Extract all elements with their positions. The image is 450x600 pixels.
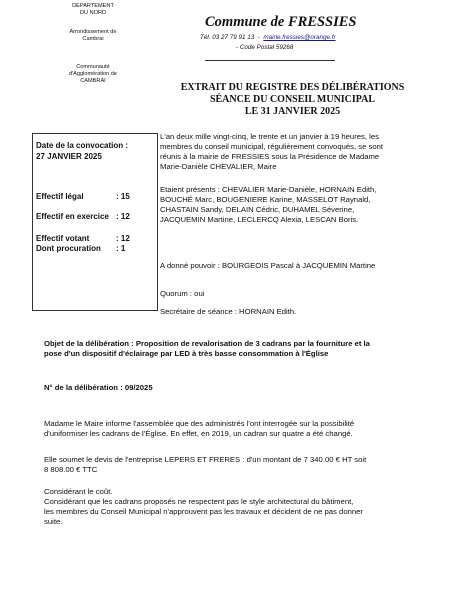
separator: - [257,34,260,41]
commune-title: Commune de FRESSIES [205,14,357,30]
text-line: Objet de la délibération : Proposition de revalorisation de 3 cadrans par la fourniture et la [44,339,370,348]
text-line: BOUCHÉ Marc, BOUGENIERE Karine, MASSELOT Raynald, [160,195,371,204]
procuration-label: Dont procuration [36,244,101,253]
text-line: L'an deux mille vingt-cinq, le trente et un janvier à 19 heures, les [160,132,379,141]
procuration-value: : 1 [116,244,126,253]
arrondissement-block [38,29,148,43]
effectif-exercice-value: : 12 [116,212,130,221]
paragraph-1 [44,419,444,439]
effectif-exercice-label: Effectif en exercice [36,212,109,221]
text-line: Considérant que les cadrans proposés ne respectent pas le style architectural du bâtiment, [44,497,354,506]
text-line: Marie-Danièle CHEVALIER, Maire [160,162,277,171]
contact-line [200,34,336,41]
objet-paragraph [44,339,444,359]
effectif-votant-label: Effectif votant [36,234,90,243]
extract-title-line: SÉANCE DU CONSEIL MUNICIPAL [209,94,376,105]
phone-text: Tél. 03 27 79 91 13 [200,34,255,41]
extract-title-line: LE 31 JANVIER 2025 [244,106,341,117]
text-line: suite. [44,517,63,526]
convocation-date: 27 JANVIER 2025 [36,152,102,161]
communaute-line: Communauté [76,64,110,70]
convocation-label: Date de la convocation : [36,141,129,150]
header-divider [205,60,335,61]
text-line: pose d'un dispositif d'éclairage par LED à très basse consommation à l'Église [44,349,329,358]
text-line: d'uniformiser les cadrans de l'Église. En effet, en 2019, un cadran sur quatre a été changé. [44,429,353,438]
paragraph-2 [44,455,444,475]
effectif-votant-value: : 12 [116,234,130,243]
text-line: réunis à la mairie de FRESSIES sous la Présidence de Madame [160,152,380,161]
communaute-line: d'Agglomération de [68,71,118,77]
text-line: les membres du Conseil Municipal n'approuvent pas les travaux et décident de ne pas donner [44,507,363,516]
communaute-line: CAMBRAI [80,78,106,84]
text-line: JACQUEMIN Martine, LECLERCQ Alexia, LESCAN Boris. [160,215,359,224]
text-line: membres du conseil municipal, régulièrement convoqués, se sont [160,142,384,151]
arrondissement-line: Cambrai [82,36,104,42]
effectif-legal-value: : 15 [116,192,130,201]
intro-paragraph [160,132,442,172]
paragraph-3: Considérant le coût. [44,487,113,496]
effectif-legal-label: Effectif légal [36,192,84,201]
extract-title-line: EXTRAIT DU REGISTRE DES DÉLIBÉRATIONS [180,82,405,93]
text-line: Etaient présents : CHEVALIER Marie-Danièle, HORNAIN Edith, [160,185,377,194]
email-link[interactable]: mairie.fressies@orange.fr [263,34,336,41]
postal-code: - Code Postal 59268 [236,44,294,51]
text-line: Madame le Maire informe l'assemblée que des administrés l'ont interrogée sur la possibilité [44,419,355,428]
secretaire-line: Secrétaire de séance : HORNAIN Edith. [160,307,297,316]
extract-title [150,82,435,118]
department-line: DEPARTEMENT [72,3,114,9]
arrondissement-line: Arrondissement de [69,29,117,35]
paragraph-4 [44,497,444,527]
text-line: Elle soumet le devis de l'entreprise LEPERS ET FRERES : d'un montant de 7 340.00 € HT soit [44,455,367,464]
presents-paragraph [160,185,442,225]
pouvoir-line: A donné pouvoir : BOURGEOIS Pascal à JACQUEMIN Martine [160,261,376,270]
department-block [38,3,148,17]
quorum-line: Quorum : oui [160,289,205,298]
text-line: CHASTAIN Sandy, DELAIN Cédric, DUHAMEL Séverine, [160,205,355,214]
text-line: 8 808.00 € TTC [44,465,98,474]
department-line: DU NORD [79,10,107,16]
communaute-block [38,64,148,85]
deliberation-number: N° de la délibération : 09/2025 [44,383,153,392]
